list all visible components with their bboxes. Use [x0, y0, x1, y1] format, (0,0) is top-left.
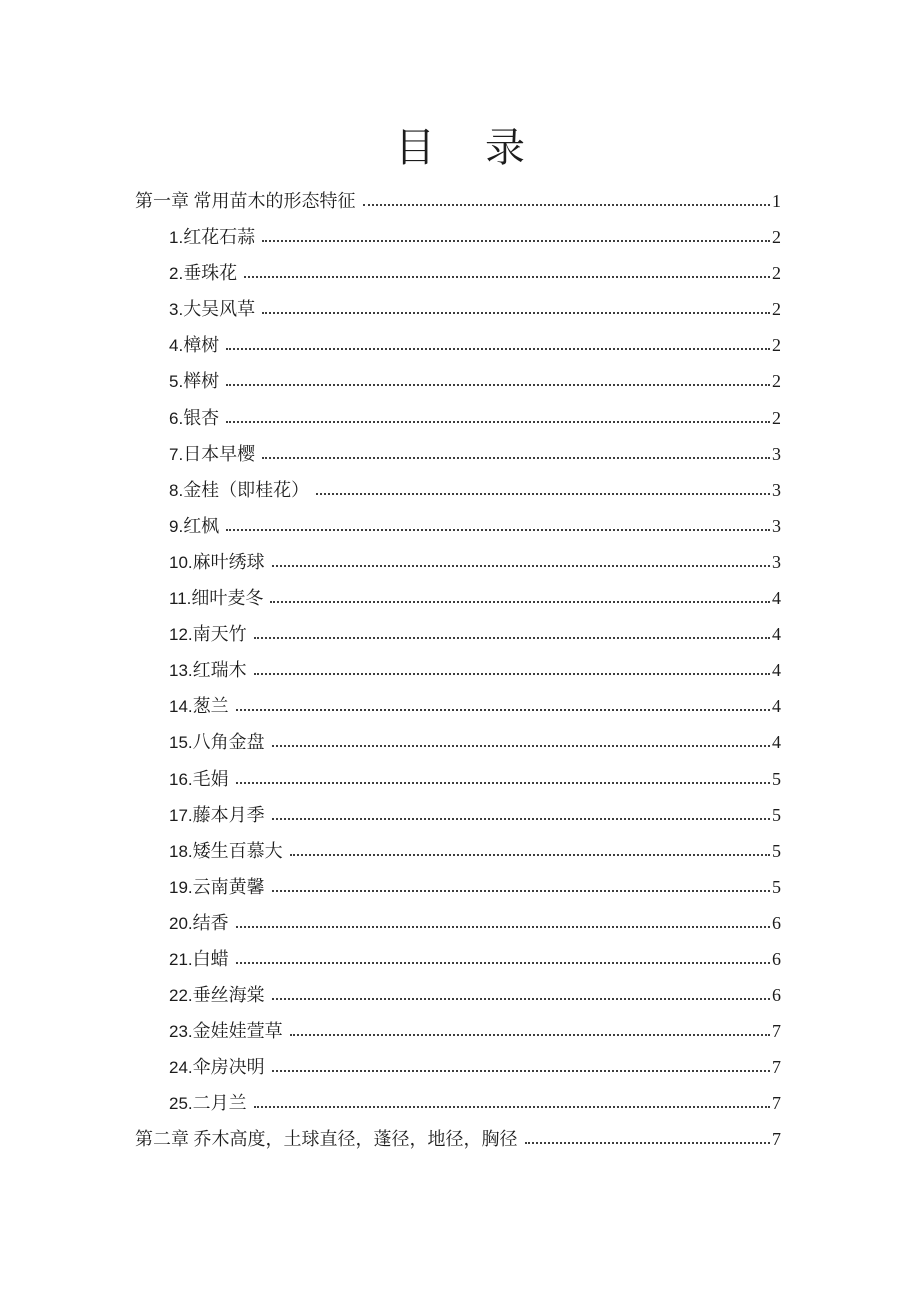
toc-entry-page-number: 2	[772, 335, 781, 356]
toc-entry-label: 细叶麦冬	[191, 588, 264, 609]
toc-entry-label: 樟树	[183, 335, 220, 356]
toc-entry-label: 银杏	[183, 407, 220, 428]
toc-entry-label: 日本早樱	[183, 443, 256, 464]
toc-entry[interactable]	[135, 616, 781, 652]
toc-entry-label: 垂珠花	[183, 263, 238, 284]
dot-leader	[272, 1070, 770, 1072]
dot-leader	[226, 421, 770, 423]
toc-entry-label: 榉树	[183, 371, 220, 392]
toc-entry[interactable]	[135, 1121, 781, 1157]
toc-entry-page-number: 7	[772, 1093, 781, 1114]
toc-entry-number: 11.	[169, 589, 192, 609]
toc-entry-label: 第二章 乔木高度，土球直径，蓬径，地径，胸径	[135, 1129, 518, 1150]
toc-entry[interactable]	[135, 580, 781, 616]
dot-leader	[226, 384, 770, 386]
toc-entry-label: 毛娟	[192, 768, 229, 789]
toc-entry-label: 二月兰	[192, 1093, 247, 1114]
toc-list	[135, 183, 781, 1158]
toc-entry[interactable]	[135, 508, 781, 544]
toc-entry[interactable]	[135, 652, 781, 688]
toc-entry-page-number: 3	[772, 515, 781, 536]
toc-title-char: 目	[395, 125, 435, 170]
toc-entry[interactable]	[135, 544, 781, 580]
toc-entry-page-number: 2	[772, 299, 781, 320]
toc-entry-page-number: 4	[772, 624, 781, 645]
dot-leader	[272, 745, 770, 747]
toc-entry-page-number: 5	[772, 804, 781, 825]
toc-entry-page-number: 5	[772, 840, 781, 861]
toc-entry[interactable]	[135, 941, 781, 977]
toc-entry-number: 12.	[169, 625, 193, 645]
toc-entry-label: 红枫	[183, 515, 220, 536]
toc-entry-label: 金娃娃萱草	[192, 1021, 283, 1042]
toc-entry-label: 南天竹	[192, 624, 247, 645]
toc-entry-label: 葱兰	[192, 696, 229, 717]
toc-entry-page-number: 6	[772, 912, 781, 933]
toc-entry[interactable]	[135, 400, 781, 436]
dot-leader	[272, 890, 770, 892]
dot-leader	[262, 457, 770, 459]
toc-entry-label: 八角金盘	[192, 732, 265, 753]
toc-entry-page-number: 2	[772, 407, 781, 428]
toc-entry[interactable]	[135, 869, 781, 905]
toc-entry-label: 白蜡	[192, 948, 229, 969]
toc-entry[interactable]	[135, 255, 781, 291]
toc-entry-number: 21.	[169, 949, 193, 969]
toc-entry-page-number: 7	[772, 1021, 781, 1042]
dot-leader	[272, 565, 770, 567]
toc-entry-label: 垂丝海棠	[192, 985, 265, 1006]
toc-entry-page-number: 5	[772, 876, 781, 897]
toc-entry-label: 结香	[192, 912, 229, 933]
toc-entry-number: 20.	[169, 913, 193, 933]
toc-entry[interactable]	[135, 363, 781, 399]
toc-entry-page-number: 3	[772, 479, 781, 500]
toc-entry-number: 1.	[169, 228, 184, 248]
toc-entry-number: 15.	[169, 733, 193, 753]
toc-entry-page-number: 7	[772, 1129, 781, 1150]
dot-leader	[226, 348, 770, 350]
toc-entry-label: 红瑞木	[192, 660, 247, 681]
dot-leader	[254, 637, 770, 639]
toc-entry-page-number: 4	[772, 660, 781, 681]
toc-entry[interactable]	[135, 1085, 781, 1121]
toc-entry[interactable]	[135, 724, 781, 760]
toc-entry-label: 云南黄馨	[192, 876, 265, 897]
toc-entry[interactable]	[135, 436, 781, 472]
dot-leader	[525, 1142, 771, 1144]
toc-entry-page-number: 6	[772, 985, 781, 1006]
toc-entry-label: 金桂（即桂花）	[183, 479, 310, 500]
toc-entry[interactable]	[135, 977, 781, 1013]
toc-entry[interactable]	[135, 1049, 781, 1085]
toc-entry-page-number: 3	[772, 443, 781, 464]
dot-leader	[236, 962, 770, 964]
toc-entry[interactable]	[135, 291, 781, 327]
toc-entry[interactable]	[135, 688, 781, 724]
toc-entry-label: 伞房决明	[192, 1057, 265, 1078]
toc-entry-page-number: 2	[772, 263, 781, 284]
dot-leader	[363, 204, 771, 206]
toc-entry-number: 7.	[169, 444, 184, 464]
toc-title-char: 录	[485, 125, 525, 170]
dot-leader	[254, 1106, 770, 1108]
toc-entry-number: 23.	[169, 1022, 193, 1042]
toc-entry-page-number: 4	[772, 588, 781, 609]
toc-entry-number: 5.	[169, 372, 184, 392]
toc-entry[interactable]	[135, 1013, 781, 1049]
toc-entry-label: 麻叶绣球	[192, 551, 265, 572]
toc-entry-label: 大吴风草	[183, 299, 256, 320]
dot-leader	[270, 601, 770, 603]
dot-leader	[226, 529, 770, 531]
toc-entry-number: 13.	[169, 661, 193, 681]
toc-entry[interactable]	[135, 761, 781, 797]
toc-entry-label: 第一章 常用苗木的形态特征	[135, 191, 356, 211]
dot-leader	[272, 998, 770, 1000]
toc-entry-number: 10.	[169, 552, 193, 572]
toc-title	[0, 127, 920, 169]
toc-entry-number: 8.	[169, 480, 184, 500]
toc-entry-number: 24.	[169, 1058, 193, 1078]
toc-entry-number: 25.	[169, 1094, 193, 1114]
dot-leader	[254, 673, 770, 675]
toc-entry-label: 红花石蒜	[183, 227, 256, 248]
toc-entry-label: 藤本月季	[192, 804, 265, 825]
dot-leader	[244, 276, 770, 278]
dot-leader	[290, 1034, 770, 1036]
dot-leader	[262, 312, 770, 314]
toc-entry-page-number: 3	[772, 551, 781, 572]
toc-entry-number: 14.	[169, 697, 193, 717]
toc-entry-page-number: 7	[772, 1057, 781, 1078]
toc-entry-page-number: 1	[772, 191, 781, 211]
dot-leader	[290, 854, 770, 856]
toc-entry-page-number: 2	[772, 371, 781, 392]
toc-entry-number: 3.	[169, 300, 184, 320]
toc-entry-number: 22.	[169, 986, 193, 1006]
toc-entry-page-number: 4	[772, 696, 781, 717]
toc-entry-page-number: 6	[772, 948, 781, 969]
toc-entry-label: 矮生百慕大	[192, 840, 283, 861]
toc-entry-number: 19.	[169, 877, 193, 897]
dot-leader	[236, 709, 770, 711]
toc-entry[interactable]	[135, 905, 781, 941]
toc-entry-number: 9.	[169, 516, 184, 536]
toc-entry[interactable]	[135, 219, 781, 255]
toc-entry[interactable]	[135, 472, 781, 508]
toc-entry[interactable]	[135, 797, 781, 833]
dot-leader	[236, 782, 770, 784]
toc-entry-number: 6.	[169, 408, 184, 428]
toc-entry-page-number: 5	[772, 768, 781, 789]
toc-entry-number: 16.	[169, 769, 193, 789]
toc-entry[interactable]	[135, 327, 781, 363]
toc-entry-page-number: 4	[772, 732, 781, 753]
toc-entry[interactable]	[135, 833, 781, 869]
toc-entry-page-number: 2	[772, 227, 781, 248]
dot-leader	[262, 240, 770, 242]
toc-entry-number: 2.	[169, 264, 184, 284]
toc-entry-number: 18.	[169, 841, 193, 861]
toc-entry-number: 4.	[169, 336, 184, 356]
dot-leader	[272, 818, 770, 820]
toc-entry-number: 17.	[169, 805, 193, 825]
dot-leader	[316, 493, 770, 495]
dot-leader	[236, 926, 770, 928]
toc-entry[interactable]	[135, 183, 781, 219]
